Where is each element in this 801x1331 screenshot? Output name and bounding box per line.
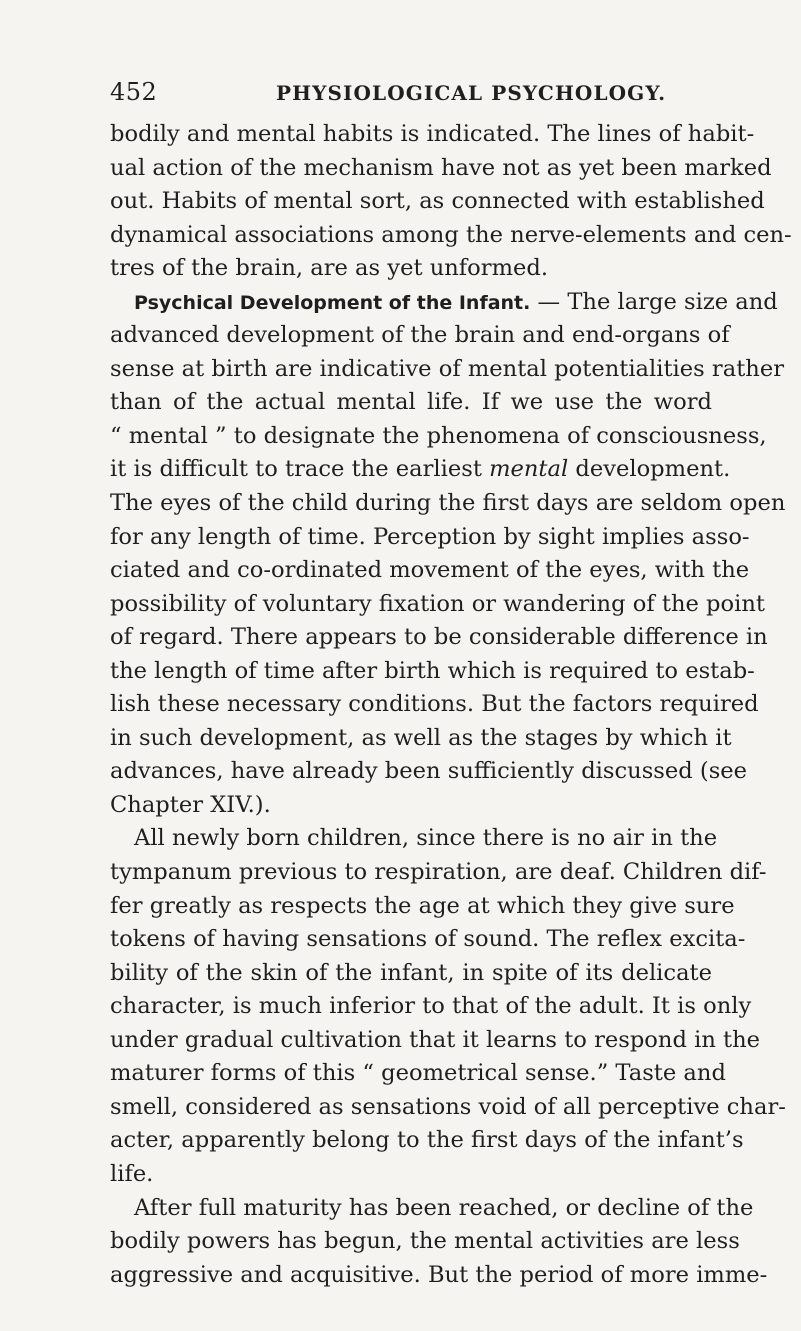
text-line: of regard. There appears to be considerable difference in xyxy=(110,624,768,651)
text-line: sense at birth are indicative of mental potentialities rather xyxy=(110,355,785,382)
text-line xyxy=(110,453,731,487)
text-line: bility of the skin of the infant, in spite of its delicate xyxy=(110,959,712,986)
page-header xyxy=(108,78,712,112)
text-line: After full maturity has been reached, or decline of the xyxy=(134,1194,754,1221)
text-line: advanced development of the brain and end-organs of xyxy=(110,322,730,349)
text-line: out. Habits of mental sort, as connected with established xyxy=(110,188,765,215)
page-number: 452 xyxy=(110,78,158,106)
text-line: aggressive and acquisitive. But the period of more imme- xyxy=(110,1261,768,1288)
text-line: than of the actual mental life. If we use the word xyxy=(110,389,712,416)
text-span: development. xyxy=(568,456,731,483)
text-line: dynamical associations among the nerve-elements and cen- xyxy=(110,221,792,248)
running-title: PHYSIOLOGICAL PSYCHOLOGY. xyxy=(276,81,667,105)
text-line: life. xyxy=(110,1160,154,1187)
section-heading-line xyxy=(110,286,778,320)
text-line: tres of the brain, are as yet unformed. xyxy=(110,255,549,282)
text-line: ciated and co-ordinated movement of the eyes, with the xyxy=(110,557,750,584)
text-line: smell, considered as sensations void of all perceptive char- xyxy=(110,1093,786,1120)
text-line: advances, have already been sufficiently discussed (see xyxy=(110,758,748,785)
text-line: the length of time after birth which is required to estab- xyxy=(110,657,755,684)
text-line: bodily powers has begun, the mental activities are less xyxy=(110,1228,740,1255)
text-line: tokens of having sensations of sound. The reflex excita- xyxy=(110,926,746,953)
text-line: bodily and mental habits is indicated. The lines of habit- xyxy=(110,121,755,147)
text-span: — The large size and xyxy=(530,288,778,315)
text-line: maturer forms of this “ geometrical sense.” Taste and xyxy=(110,1060,726,1087)
text-line: character, is much inferior to that of the adult. It is only xyxy=(110,993,752,1020)
text-line: possibility of voluntary fixation or wandering of the point xyxy=(110,590,765,617)
text-line: All newly born children, since there is no air in the xyxy=(134,825,718,852)
italic-word: mental xyxy=(489,456,569,483)
text-line: fer greatly as respects the age at which they give sure xyxy=(110,892,735,919)
text-line: for any length of time. Perception by sight implies asso- xyxy=(110,523,750,550)
text-span: it is difficult to trace the earliest xyxy=(110,456,490,483)
text-line: The eyes of the child during the first days are seldom open xyxy=(110,490,786,517)
text-line: “ mental ” to designate the phenomena of consciousness, xyxy=(110,422,767,449)
text-line: lish these necessary conditions. But the factors required xyxy=(110,691,759,718)
section-heading: Psychical Development of the Infant. xyxy=(134,291,531,314)
text-line: Chapter XIV.). xyxy=(110,791,271,818)
text-line: acter, apparently belong to the first days of the infant’s xyxy=(110,1127,744,1154)
text-line: in such development, as well as the stages by which it xyxy=(110,724,732,751)
text-line: ual action of the mechanism have not as yet been marked xyxy=(110,154,772,181)
text-line: under gradual cultivation that it learns to respond in the xyxy=(110,1026,761,1053)
body-text xyxy=(110,118,792,1292)
text-line: tympanum previous to respiration, are deaf. Children dif- xyxy=(110,859,767,886)
